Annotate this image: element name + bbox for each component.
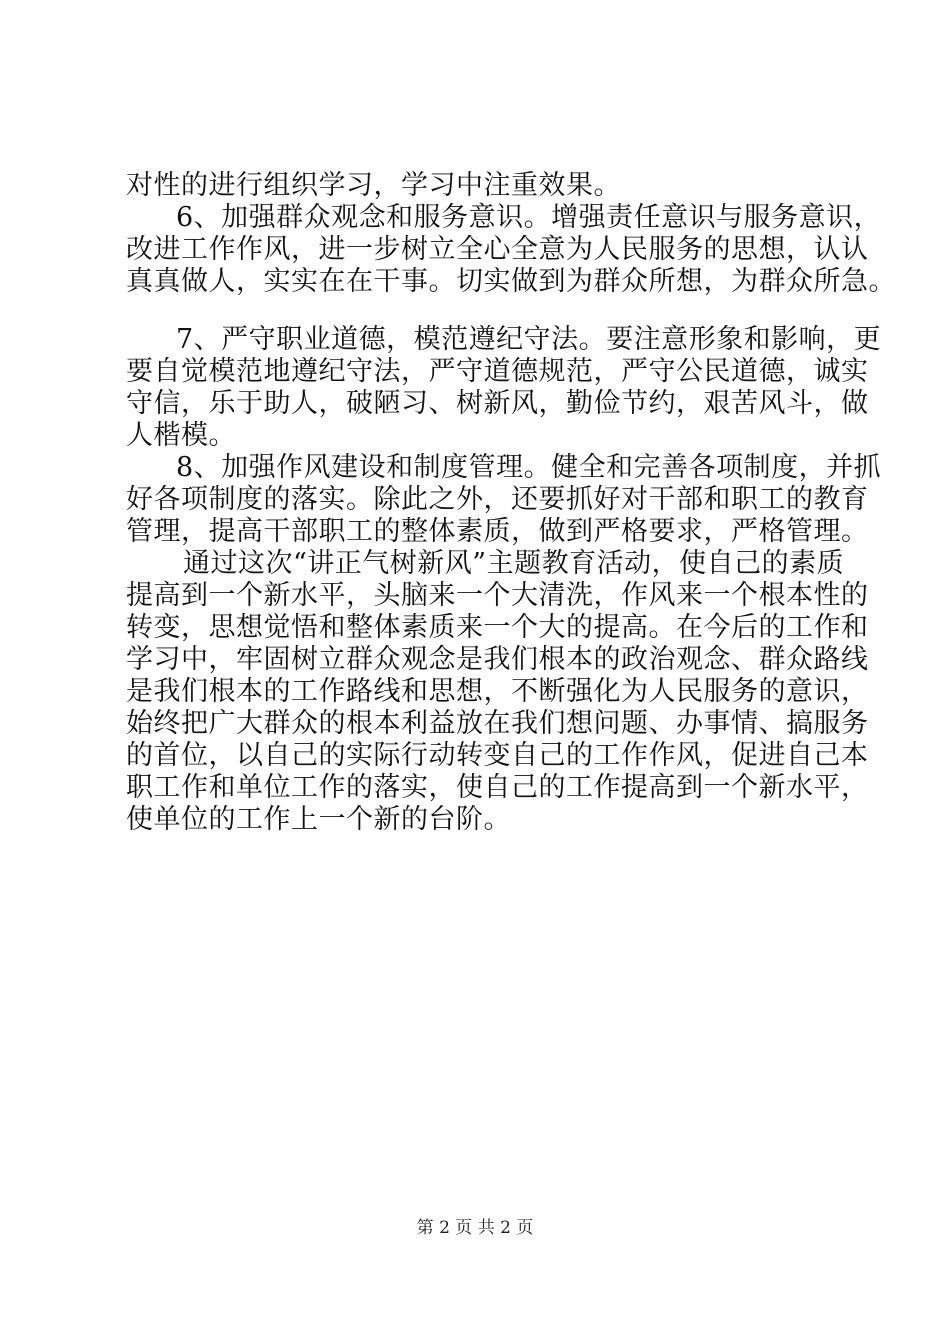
document-body	[126, 170, 896, 836]
paragraph-line: 改进工作作风，进一步树立全心全意为人民服务的思想，认认	[126, 234, 869, 265]
page-number-footer: 第 2 页 共 2 页	[416, 1218, 534, 1238]
paragraph-line: 职工作和单位工作的落实，使自己的工作提高到一个新水平，	[126, 772, 869, 803]
paragraph-line: 真真做人，实实在在干事。切实做到为群众所想，为群众所急。	[126, 266, 896, 297]
paragraph-line: 管理，提高干部职工的整体素质，做到严格要求，严格管理。	[126, 516, 869, 547]
paragraph-line: 的首位，以自己的实际行动转变自己的工作作风，促进自己本	[126, 740, 869, 771]
paragraph-line: 始终把广大群众的根本利益放在我们想问题、办事情、搞服务	[126, 708, 869, 739]
paragraph-line: 转变，思想觉悟和整体素质来一个大的提高。在今后的工作和	[126, 612, 869, 643]
paragraph-line: 7、严守职业道德，模范遵纪守法。要注意形象和影响，更	[176, 324, 882, 355]
paragraph-line: 对性的进行组织学习，学习中注重效果。	[126, 170, 621, 201]
paragraph-line: 人楷模。	[126, 420, 236, 451]
paragraph-line: 好各项制度的落实。除此之外，还要抓好对干部和职工的教育	[126, 484, 869, 515]
paragraph-line: 学习中，牢固树立群众观念是我们根本的政治观念、群众路线	[126, 644, 869, 675]
paragraph-line: 要自觉模范地遵纪守法，严守道德规范，严守公民道德，诚实	[126, 356, 869, 387]
paragraph-line: 使单位的工作上一个新的台阶。	[126, 804, 511, 835]
paragraph-line: 提高到一个新水平，头脑来一个大清洗，作风来一个根本性的	[126, 580, 869, 611]
paragraph-line: 8、加强作风建设和制度管理。健全和完善各项制度，并抓	[176, 452, 882, 483]
paragraph-line: 6、加强群众观念和服务意识。增强责任意识与服务意识，	[176, 202, 882, 233]
paragraph-line: 是我们根本的工作路线和思想，不断强化为人民服务的意识，	[126, 676, 869, 707]
paragraph-line: 通过这次“讲正气树新风”主题教育活动，使自己的素质	[183, 548, 845, 579]
paragraph-gap	[126, 298, 848, 324]
paragraph-line: 守信，乐于助人，破陋习、树新风，勤俭节约，艰苦风斗，做	[126, 388, 869, 419]
